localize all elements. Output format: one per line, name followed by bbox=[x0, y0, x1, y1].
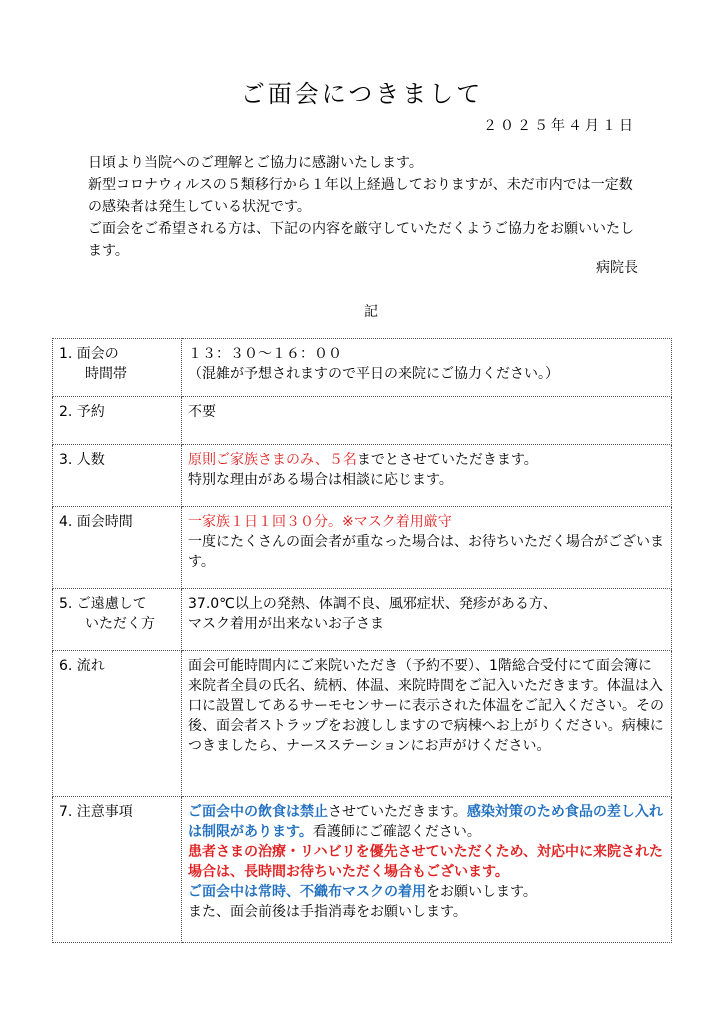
content-line: 特別な理由がある場合は相談に応じます。 bbox=[188, 472, 453, 488]
signer: 病院長 bbox=[596, 260, 638, 276]
table-row bbox=[53, 445, 672, 507]
row-label bbox=[53, 397, 182, 445]
row-content bbox=[182, 589, 672, 651]
label-line: 2. 予約 bbox=[59, 404, 105, 420]
label-line: 5. ご遠慮して bbox=[59, 596, 147, 612]
ki-heading: 記 bbox=[364, 304, 378, 320]
content-line bbox=[188, 450, 665, 470]
content-line: マスク着用が出来ないお子さま bbox=[188, 616, 384, 632]
label-line: 時間帯 bbox=[85, 366, 127, 382]
content-line: 一度にたくさんの面会者が重なった場合は、お待ちいただく場合がございます。 bbox=[188, 534, 664, 570]
content-line bbox=[188, 882, 665, 902]
highlight-red: 原則ご家族さまのみ、５名 bbox=[188, 452, 357, 468]
content-line: 37.0℃以上の発熱、体調不良、風邪症状、発疹がある方、 bbox=[188, 596, 557, 612]
content-line: （混雑が予想されますので平日の来院にご協力ください。） bbox=[188, 366, 559, 382]
intro-paragraph bbox=[80, 152, 640, 262]
content-line: また、面会前後は手指消毒をお願いします。 bbox=[188, 904, 467, 920]
row-content bbox=[182, 797, 672, 943]
caution-text bbox=[188, 802, 665, 842]
highlight-blue: 感染対策のため食品の差し入れは制限があります。 bbox=[188, 804, 663, 840]
content-line: 不要 bbox=[188, 404, 216, 420]
intro-line-1: 日頃より当院へのご理解とご協力に感謝いたします。 bbox=[88, 155, 423, 171]
label-line: 3. 人数 bbox=[59, 452, 105, 468]
table-row bbox=[53, 507, 672, 589]
row-content bbox=[182, 397, 672, 445]
row-content bbox=[182, 507, 672, 589]
flow-text: 面会可能時間内にご来院いただき（予約不要）、1階総合受付にて面会簿に来院者全員の氏名、続柄、体温、来院時間をご記入いただきます。体温は入口に設置してあるサーモセンサーに表示された体温をご記入ください。その後、面会者ストラップをお渡ししますので病棟へお上がりください。病棟につきましたら、ナースステーションにお声がけください。 bbox=[188, 658, 664, 754]
label-line: 1. 面会の bbox=[59, 346, 119, 362]
highlight-red: 患者さまの治療・リハビリを優先させていただくため、対応中に来院された場合は、長時間お待ちいただく場合もございます。 bbox=[188, 844, 664, 880]
intro-line-3: ご面会をご希望される方は、下記の内容を厳守していただくようご協力をお願いいたします。 bbox=[88, 221, 634, 259]
highlight-blue: ご面会中は常時、不織布マスクの着用 bbox=[188, 884, 426, 900]
table-row bbox=[53, 589, 672, 651]
intro-line-2: 新型コロナウィルスの５類移行から１年以上経過しておりますが、未だ市内では一定数の感染者は発生している状況です。 bbox=[88, 177, 633, 215]
label-line: いただく方 bbox=[85, 616, 155, 632]
row-label bbox=[53, 589, 182, 651]
table-row bbox=[53, 651, 672, 797]
row-label bbox=[53, 339, 182, 397]
table-row bbox=[53, 397, 672, 445]
table-row bbox=[53, 797, 672, 943]
content-text: までとさせていただきます。 bbox=[356, 452, 538, 468]
row-label bbox=[53, 651, 182, 797]
content-text: 看護師にご確認ください。 bbox=[312, 824, 481, 840]
label-line: 6. 流れ bbox=[59, 658, 105, 674]
row-label bbox=[53, 445, 182, 507]
label-line: 4. 面会時間 bbox=[59, 514, 133, 530]
row-label bbox=[53, 797, 182, 943]
highlight-red: 一家族１日１回３０分。※マスク着用厳守 bbox=[188, 514, 452, 530]
row-content bbox=[182, 339, 672, 397]
label-line: 7. 注意事項 bbox=[59, 804, 133, 820]
row-content bbox=[182, 445, 672, 507]
content-text: をお願いします。 bbox=[426, 884, 537, 900]
table-row bbox=[53, 339, 672, 397]
page-title: ご面会につきまして bbox=[240, 80, 484, 108]
notice-date: ２０２５年４月１日 bbox=[483, 118, 636, 134]
content-text: させていただきます。 bbox=[328, 804, 467, 820]
visit-rules-table bbox=[52, 338, 672, 943]
highlight-blue: ご面会中の飲食は禁止 bbox=[188, 804, 328, 820]
row-content bbox=[182, 651, 672, 797]
row-label bbox=[53, 507, 182, 589]
visit-hours: １３：３０～１６：００ bbox=[188, 346, 342, 362]
